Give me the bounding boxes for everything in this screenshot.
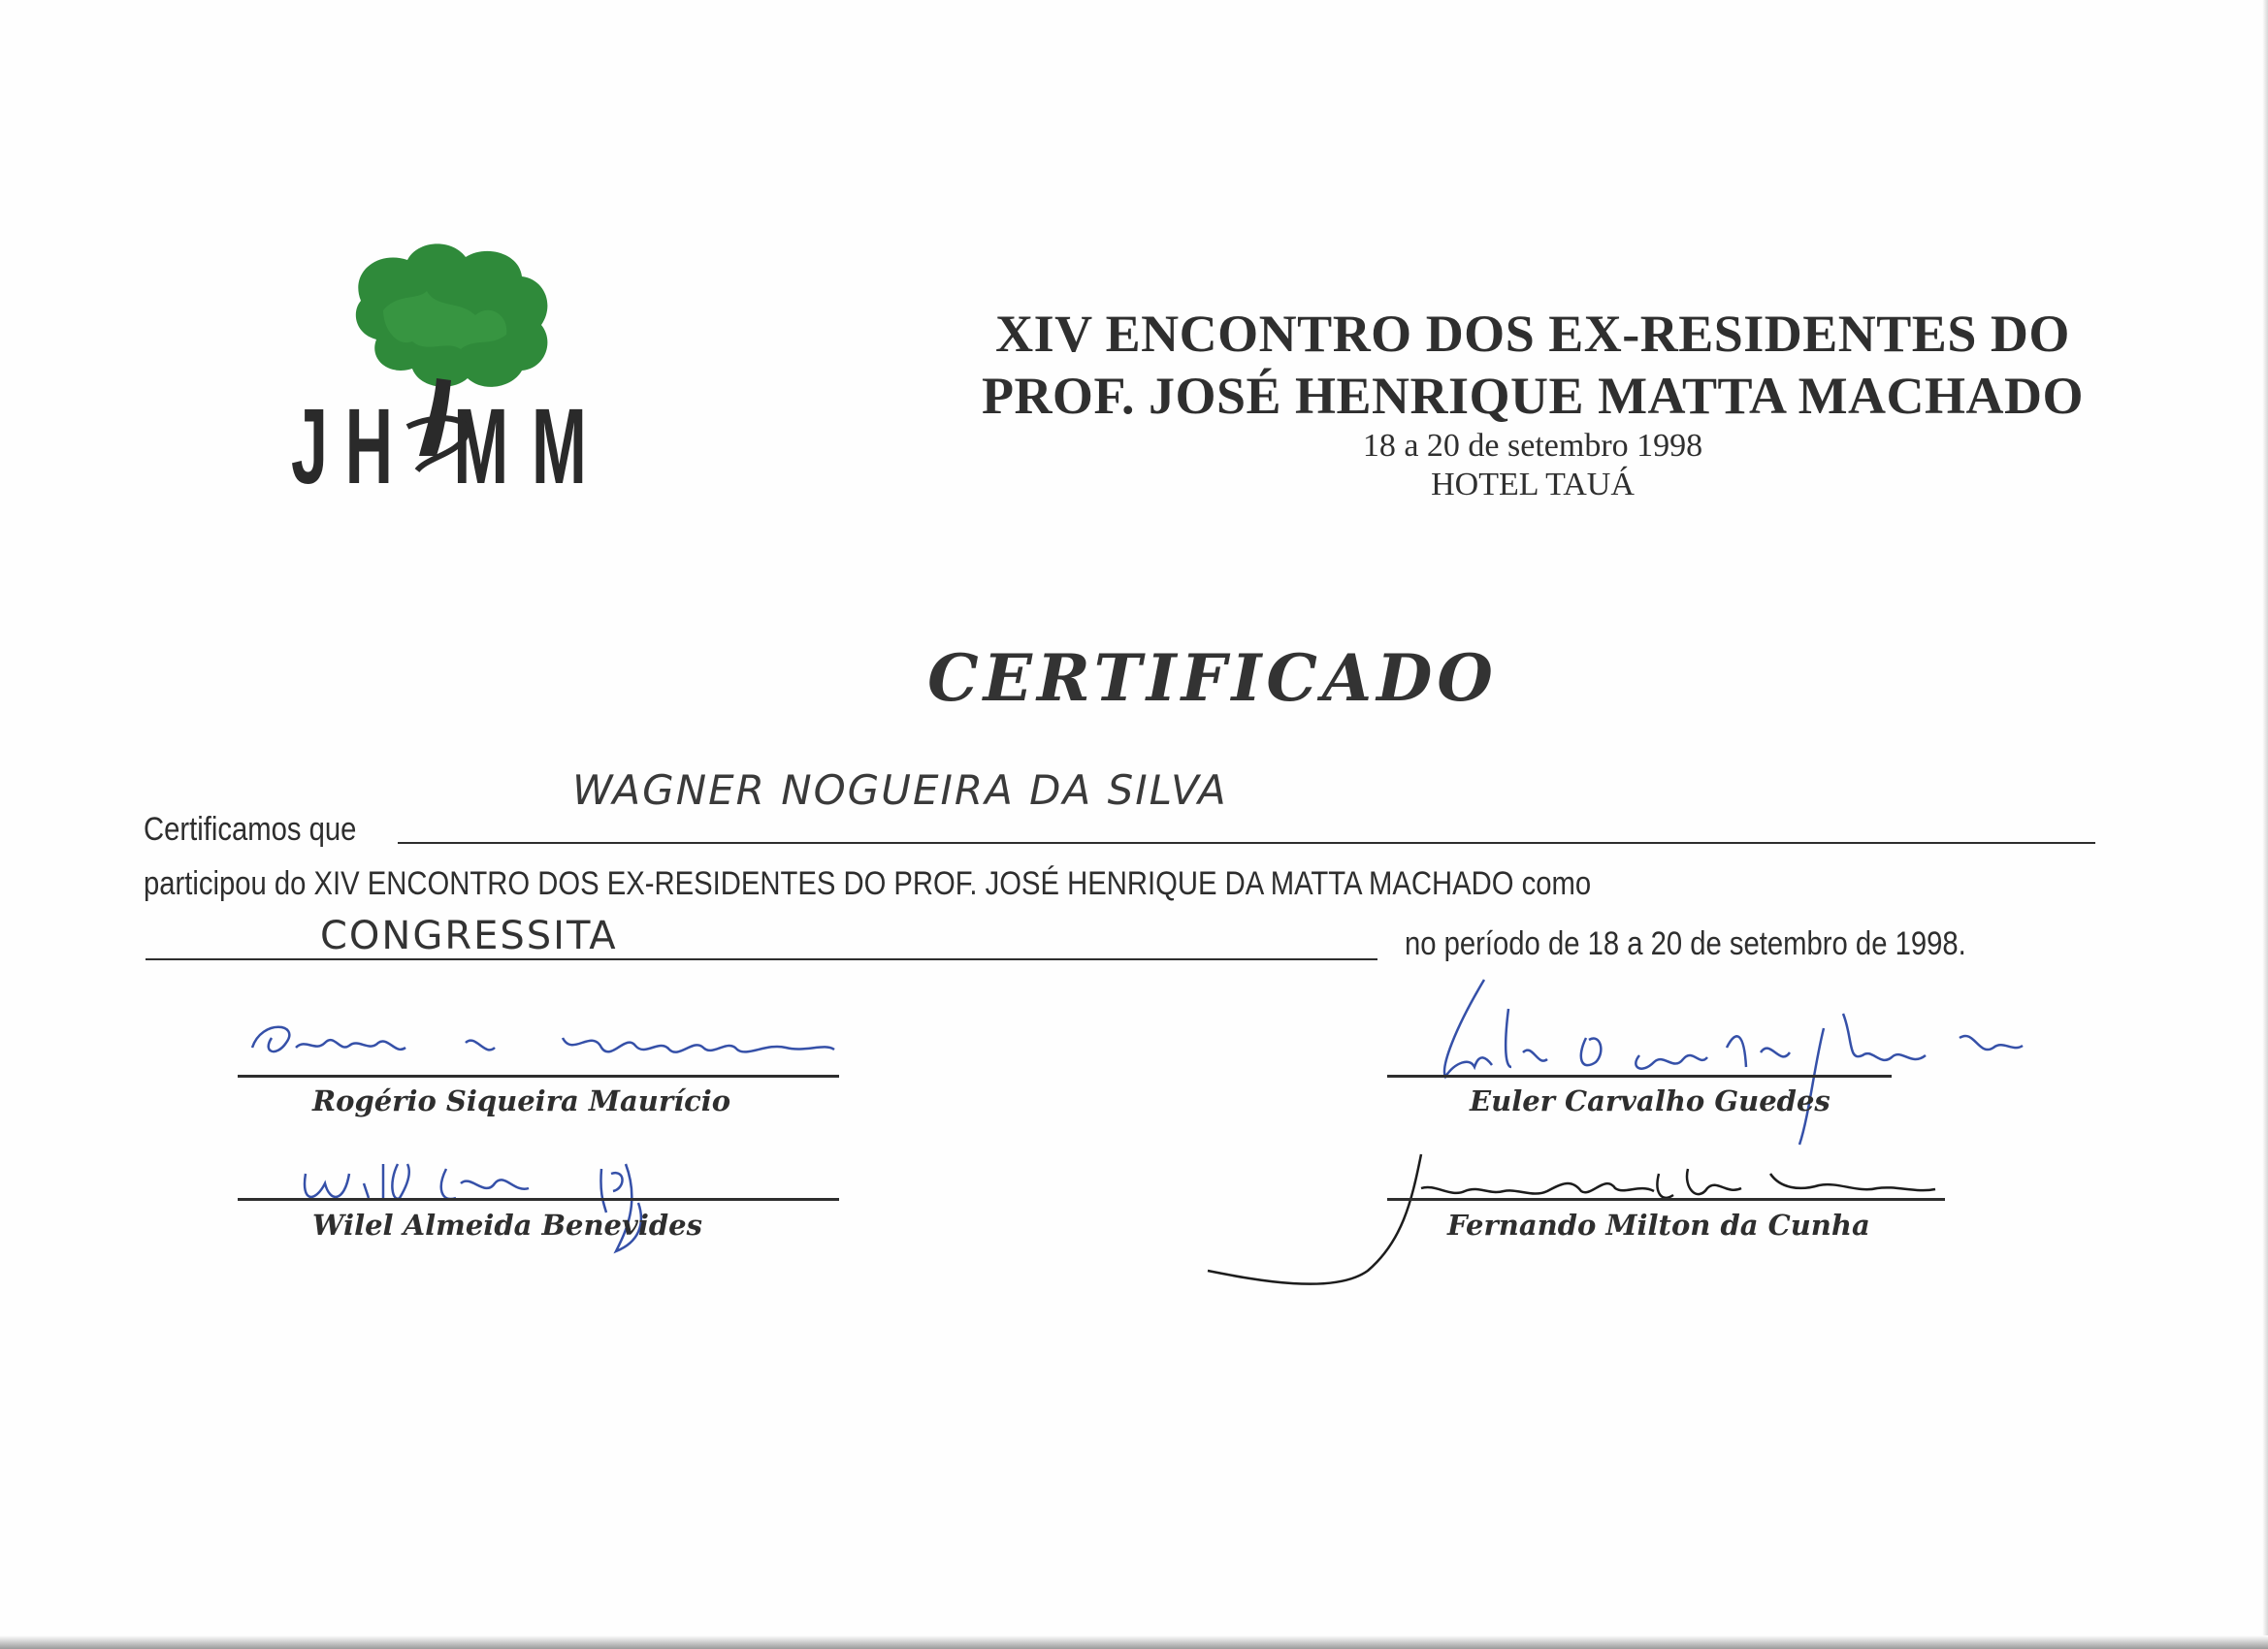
logo-letter-j: J bbox=[291, 387, 328, 495]
period-text: no período de 18 a 20 de setembro de 1998. bbox=[1405, 925, 1966, 962]
event-dates: 18 a 20 de setembro 1998 bbox=[1362, 428, 1703, 464]
name-underline bbox=[398, 842, 2095, 844]
certificate-title: CERTIFICADO bbox=[927, 640, 1498, 716]
scan-edge-right bbox=[2262, 0, 2268, 1649]
event-title-line2: PROF. JOSÉ HENRIQUE MATTA MACHADO bbox=[981, 367, 2085, 425]
signer-rogerio: Rogério Siqueira Maurício bbox=[312, 1084, 731, 1117]
signer-euler: Euler Carvalho Guedes bbox=[1470, 1084, 1831, 1117]
event-header bbox=[854, 303, 2212, 504]
signature-euler bbox=[1416, 970, 2037, 1154]
event-title-line1: XIV ENCONTRO DOS EX-RESIDENTES DO bbox=[995, 305, 2070, 363]
logo-letter-m2: M bbox=[532, 387, 587, 495]
event-venue: HOTEL TAUÁ bbox=[1431, 467, 1635, 502]
signature-line-left-bottom bbox=[238, 1198, 839, 1201]
intro-label: Certificamos que bbox=[144, 811, 357, 848]
signer-wilel: Wilel Almeida Benevides bbox=[312, 1209, 702, 1242]
signature-line-right-bottom bbox=[1387, 1198, 1945, 1201]
jhmm-logo bbox=[291, 233, 679, 495]
tree-logo-graphic bbox=[291, 233, 679, 495]
logo-letter-m1: M bbox=[453, 387, 509, 495]
participant-name: WAGNER NOGUEIRA DA SILVA bbox=[572, 766, 1228, 814]
signature-wilel bbox=[291, 1145, 737, 1261]
signature-line-right-top bbox=[1387, 1075, 1892, 1078]
signer-fernando: Fernando Milton da Cunha bbox=[1447, 1209, 1870, 1242]
participation-line: participou do XIV ENCONTRO DOS EX-RESIDENTES DO PROF. JOSÉ HENRIQUE DA MATTA MACHADO como bbox=[144, 865, 1592, 902]
logo-letter-h: H bbox=[344, 387, 394, 495]
signature-line-left-top bbox=[238, 1075, 839, 1078]
participant-role: CONGRESSITA bbox=[320, 914, 618, 958]
scan-edge-bottom bbox=[0, 1635, 2268, 1649]
role-underline bbox=[146, 958, 1377, 960]
